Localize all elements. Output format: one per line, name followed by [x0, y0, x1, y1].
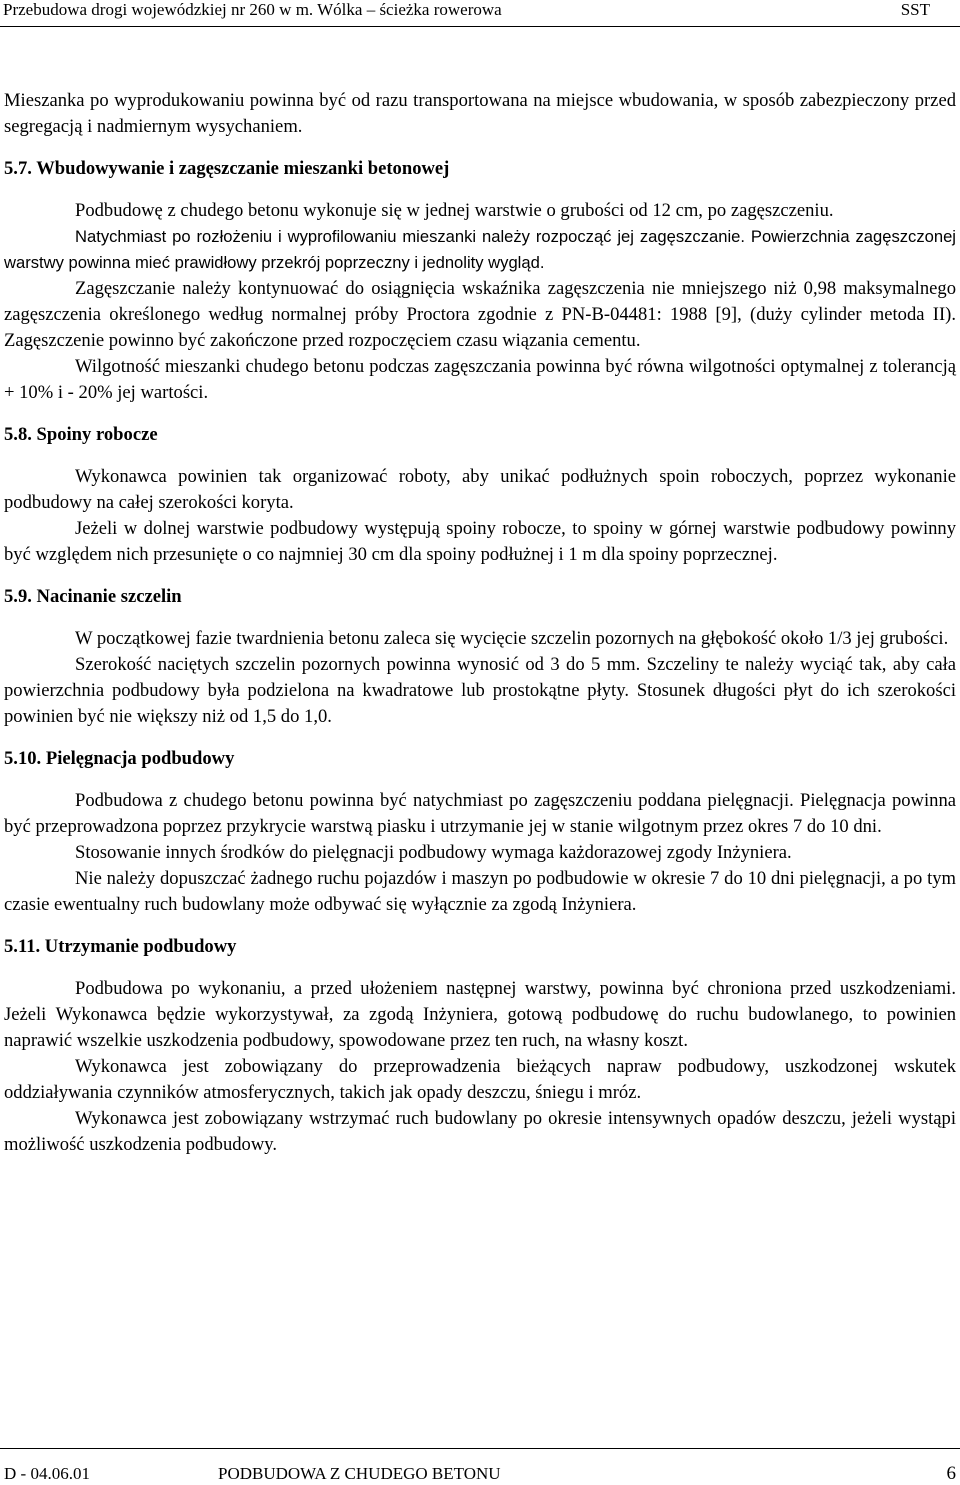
paragraph: Podbudowa po wykonaniu, a przed ułożeniem następnej warstwy, powinna być chroniona przed uszkodzeniami. Jeżeli Wykonawca będzie wykorzystywał, za zgodą Inżyniera, gotową podbudowę do ruchu budowlanego, to powinien naprawić wszelkie uszkodzenia podbudowy, spowodowane przez ten ruch, na własny koszt. [4, 978, 956, 1051]
paragraph: Stosowanie innych środków do pielęgnacji podbudowy wymaga każdorazowej zgody Inżyniera. [75, 842, 792, 863]
page-footer [0, 1448, 960, 1485]
footer-rule [0, 1448, 960, 1449]
section-heading-5-11: 5.11. Utrzymanie podbudowy [4, 936, 237, 957]
page-number: 6 [946, 1463, 956, 1484]
section-heading-5-9: 5.9. Nacinanie szczelin [4, 586, 182, 607]
paragraph: W początkowej fazie twardnienia betonu zaleca się wycięcie szczelin pozornych na głębokość około 1/3 jej grubości. [75, 628, 949, 649]
paragraph: Zagęszczanie należy kontynuować do osiągnięcia wskaźnika zagęszczenia nie mniejszego niż 0,98 maksymalnego zagęszczenia określonego według normalnej próby Proctora zgodnie z PN-B-04481: 1988 [9], (duży cylinder metoda II). Zagęszczenie powinno być zakończone przed rozpoczęciem czasu wiązania cementu. [4, 278, 956, 351]
page-header [0, 0, 960, 26]
paragraph: Wykonawca jest zobowiązany wstrzymać ruch budowlany po okresie intensywnych opadów deszczu, jeżeli wystąpi możliwość uszkodzenia podbudowy. [4, 1108, 956, 1155]
paragraph: Wykonawca jest zobowiązany do przeprowadzenia bieżących napraw podbudowy, uszkodzonej wskutek oddziaływania czynników atmosferycznych, takich jak opady deszczu, śniegu i mróz. [4, 1056, 956, 1103]
section-heading-5-7: 5.7. Wbudowywanie i zagęszczanie mieszanki betonowej [4, 158, 450, 179]
paragraph: Natychmiast po rozłożeniu i wyprofilowaniu mieszanki należy rozpocząć jej zagęszczanie. Powierzchnia zagęszczonej warstwy powinna mieć prawidłowy przekrój poprzeczny i jednolity wygląd. [4, 227, 956, 272]
header-rule [0, 26, 960, 27]
paragraph: Podbudowę z chudego betonu wykonuje się w jednej warstwie o grubości od 12 cm, po zagęszczeniu. [75, 200, 834, 221]
section-heading-5-10: 5.10. Pielęgnacja podbudowy [4, 748, 235, 769]
document-body [4, 88, 956, 1158]
intro-paragraph: Mieszanka po wyprodukowaniu powinna być od razu transportowana na miejsce wbudowania, w sposób zabezpieczony przed segregacją i nadmiernym wysychaniem. [4, 90, 956, 137]
paragraph: Nie należy dopuszczać żadnego ruchu pojazdów i maszyn po podbudowie w okresie 7 do 10 dni pielęgnacji, a po tym czasie ewentualny ruch budowlany może odbywać się wyłącznie za zgodą Inżyniera. [4, 868, 956, 915]
paragraph: Wykonawca powinien tak organizować roboty, aby unikać podłużnych spoin roboczych, poprzez wykonanie podbudowy na całej szerokości koryta. [4, 466, 956, 513]
section-heading-5-8: 5.8. Spoiny robocze [4, 424, 158, 445]
footer-spec-title: PODBUDOWA Z CHUDEGO BETONU [218, 1464, 501, 1483]
paragraph: Wilgotność mieszanki chudego betonu podczas zagęszczania powinna być równa wilgotności optymalnej z tolerancją + 10% i - 20% jej wartości. [4, 356, 956, 403]
header-spec-code: SST [900, 0, 930, 19]
footer-spec-number: D - 04.06.01 [4, 1464, 90, 1483]
paragraph: Szerokość naciętych szczelin pozornych powinna wynosić od 3 do 5 mm. Szczeliny te należy wyciąć tak, aby cała powierzchnia podbudowy była podzielona na kwadratowe lub prostokątne płyty. Stosunek długości płyt do ich szerokości powinien być nie większy niż od 1,5 do 1,0. [4, 654, 956, 727]
paragraph: Podbudowa z chudego betonu powinna być natychmiast po zagęszczeniu poddana pielęgnacji. Pielęgnacja powinna być przeprowadzona poprzez przykrycie warstwą piasku i utrzymanie jej w stanie wilgotnym przez okres 7 do 10 dni. [4, 790, 956, 837]
header-title: Przebudowa drogi wojewódzkiej nr 260 w m. Wólka – ścieżka rowerowa [3, 0, 502, 19]
paragraph: Jeżeli w dolnej warstwie podbudowy występują spoiny robocze, to spoiny w górnej warstwie podbudowy powinny być względem nich przesunięte o co najmniej 30 cm dla spoiny podłużnej i 1 m dla spoiny poprzecznej. [4, 518, 956, 565]
